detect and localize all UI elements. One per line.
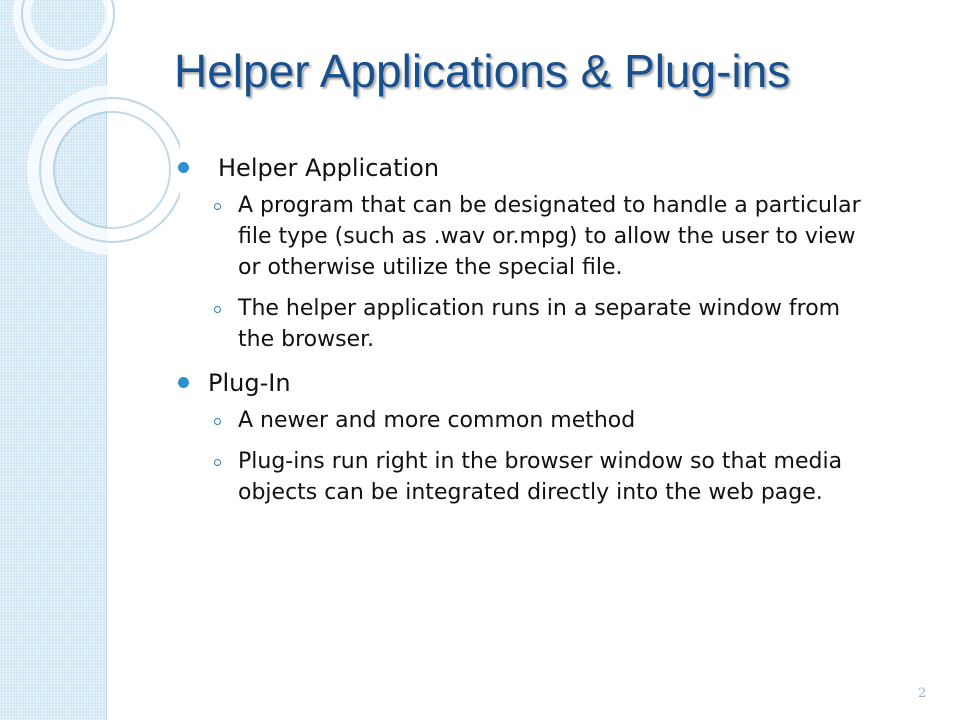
sub-bullet-item bbox=[174, 190, 874, 283]
sub-bullet-text: Plug-ins run right in the browser window so that media objects can be integrated directly into the web page. bbox=[238, 449, 843, 505]
bullet-label: Plug-In bbox=[208, 369, 291, 397]
slide-title: Helper Applications & Plug-ins bbox=[174, 45, 791, 97]
sub-bullet-ring-icon bbox=[214, 418, 221, 425]
bullet-dot-icon bbox=[178, 377, 189, 388]
sub-bullet-item bbox=[174, 293, 874, 355]
decorative-ring-icon bbox=[0, 0, 180, 260]
sub-bullet-item bbox=[174, 446, 874, 508]
sub-bullet-ring-icon bbox=[214, 459, 221, 466]
bullet-dot-icon bbox=[178, 162, 189, 173]
sub-bullet-text: A newer and more common method bbox=[238, 408, 636, 433]
sub-bullet-item bbox=[174, 405, 874, 436]
bullet-item bbox=[174, 365, 874, 401]
sub-bullet-text: A program that can be designated to handle a particular file type (such as .wav or.mpg) to allow the user to view or otherwise utilize the special file. bbox=[238, 193, 861, 280]
sub-bullet-ring-icon bbox=[214, 203, 221, 210]
sub-bullet-text: The helper application runs in a separate window from the browser. bbox=[238, 296, 841, 352]
bullet-list bbox=[174, 150, 874, 518]
sub-bullet-ring-icon bbox=[214, 306, 221, 313]
bullet-item bbox=[174, 150, 874, 186]
bullet-label: Helper Application bbox=[218, 154, 440, 182]
page-number: 2 bbox=[918, 686, 927, 701]
